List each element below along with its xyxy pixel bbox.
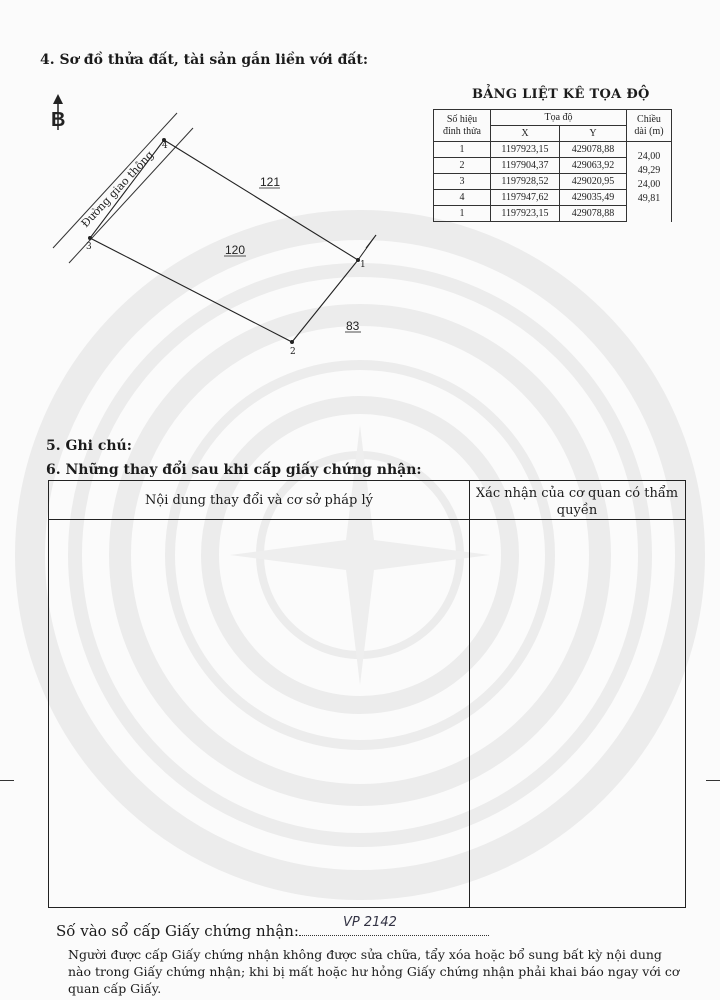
footer-note: Người được cấp Giấy chứng nhận không được sửa chữa, tẩy xóa hoặc bổ sung bất kỳ nội dung nào trong Giấy chứng nhận; khi bị mất hoặc hư hỏng Giấy chứng nhận phải khai báo ngay với cơ quan cấp Giấy.: [68, 947, 680, 996]
col-length-header: Chiều dài (m): [627, 110, 672, 142]
vertex-label-4: 4: [162, 141, 168, 151]
length-cell: 24,00 49,29 24,00 49,81: [627, 142, 672, 222]
coord-table: [433, 109, 672, 222]
changes-col1-header: Nội dung thay đổi và cơ sở pháp lý: [145, 493, 373, 508]
road-label: Đường giao thông: [78, 148, 157, 231]
vertex-label-3: 3: [86, 242, 92, 252]
section-5-heading: 5. Ghi chú:: [46, 438, 132, 454]
table-row: 1 1197923,15 429078,88 24,00 49,29 24,00 49,81: [434, 142, 672, 158]
changes-table: [48, 480, 686, 908]
coord-table-title: BẢNG LIỆT KÊ TỌA ĐỘ: [472, 87, 650, 102]
section-6-heading: 6. Những thay đổi sau khi cấp giấy chứng nhận:: [46, 462, 422, 478]
col-coord-header: Tọa độ: [491, 110, 627, 126]
section-4-heading: 4. Sơ đồ thửa đất, tài sản gắn liền với đất:: [40, 52, 369, 68]
table-row: 4 1197947,62 429035,49: [434, 190, 672, 206]
table-row: 2 1197904,37 429063,92: [434, 158, 672, 174]
register-number-line: [56, 915, 489, 940]
vertex-label-1: 1: [360, 260, 366, 270]
neighbor-label-120: 120: [225, 243, 246, 257]
changes-col2-header: Xác nhận của cơ quan có thẩm quyền: [475, 486, 679, 518]
north-symbol: B: [51, 109, 66, 131]
vertex-label-2: 2: [290, 347, 296, 357]
table-row: 1 1197923,15 429078,88: [434, 206, 672, 222]
neighbor-label-83: 83: [346, 319, 360, 333]
table-row: 3 1197928,52 429020,95: [434, 174, 672, 190]
col-y-header: Y: [560, 126, 627, 142]
col-x-header: X: [491, 126, 560, 142]
neighbor-label-121: 121: [260, 175, 281, 189]
register-value: VP 2142: [343, 915, 397, 930]
register-label: Số vào sổ cấp Giấy chứng nhận:: [56, 922, 299, 940]
col-vertex-header: Số hiệu đỉnh thửa: [434, 110, 491, 142]
parcel-sketch: [40, 90, 400, 370]
